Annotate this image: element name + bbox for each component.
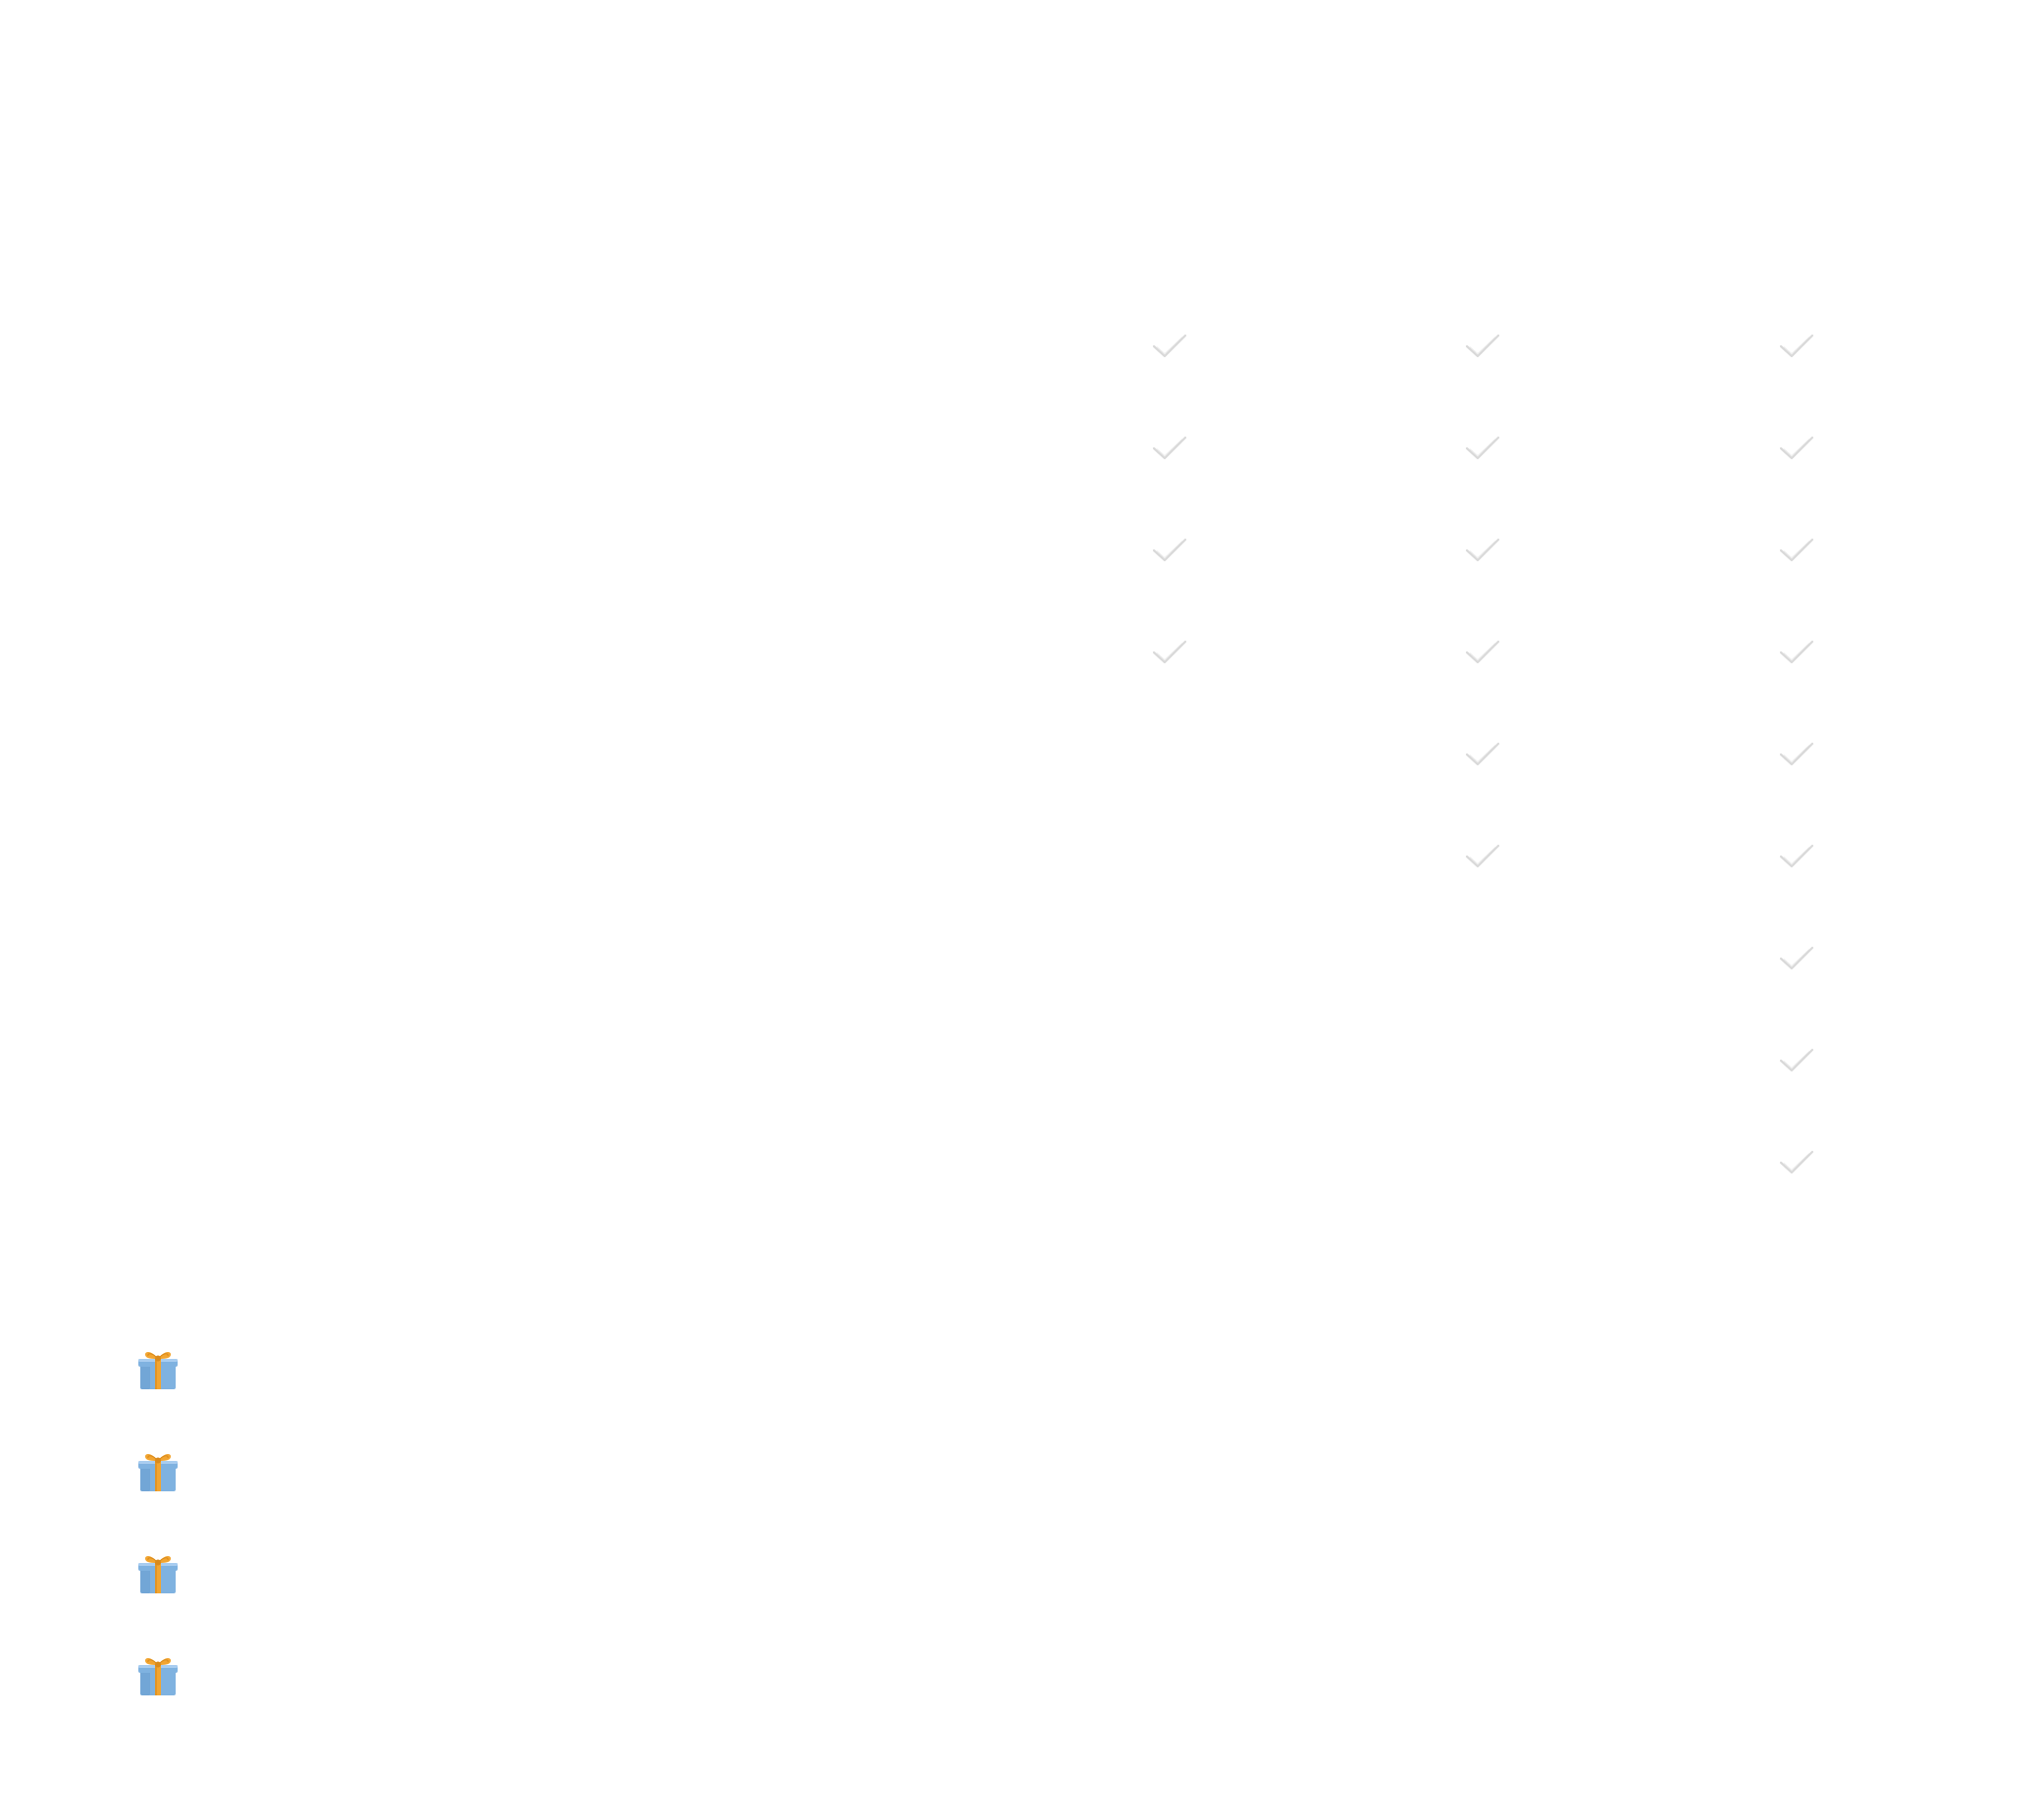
check-icon <box>1779 334 1814 359</box>
gift-icon <box>136 1344 180 1391</box>
check-icon <box>1465 334 1500 359</box>
check-icon <box>1152 334 1187 359</box>
check-icon <box>1779 946 1814 971</box>
check-icon <box>1779 844 1814 869</box>
check-icon <box>1779 1048 1814 1073</box>
check-icon <box>1779 640 1814 665</box>
check-icon <box>1152 538 1187 563</box>
check-icon <box>1152 640 1187 665</box>
check-icon <box>1152 436 1187 461</box>
check-icon <box>1465 742 1500 767</box>
gift-icon <box>136 1548 180 1595</box>
check-icon <box>1779 436 1814 461</box>
check-icon <box>1465 640 1500 665</box>
check-icon <box>1465 436 1500 461</box>
check-icon <box>1779 538 1814 563</box>
gift-icon <box>136 1650 180 1697</box>
check-icon <box>1465 844 1500 869</box>
check-icon <box>1779 1150 1814 1175</box>
check-icon <box>1779 742 1814 767</box>
check-icon <box>1465 538 1500 563</box>
gift-icon <box>136 1446 180 1493</box>
